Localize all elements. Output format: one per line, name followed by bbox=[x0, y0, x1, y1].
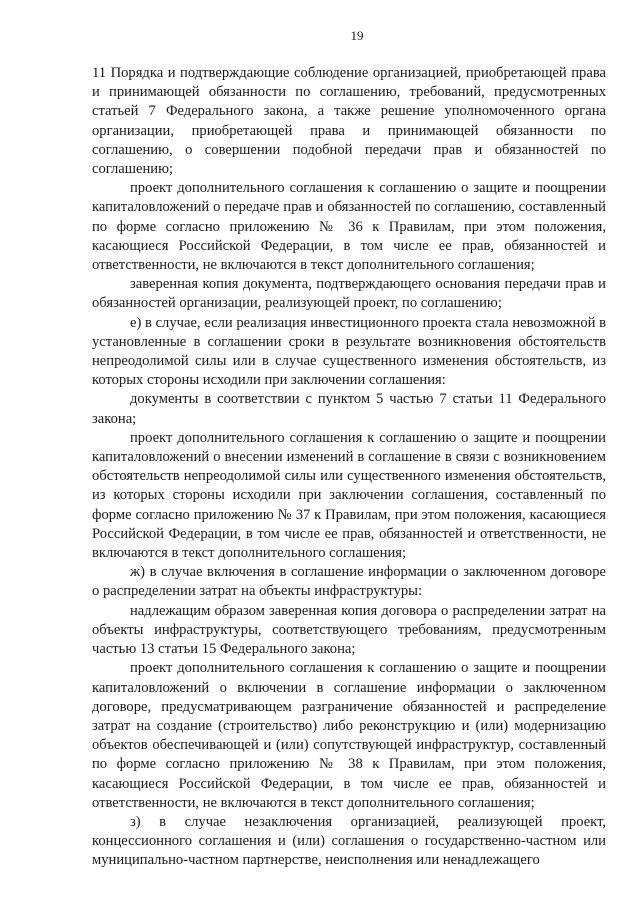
paragraph-4: е) в случае, если реализация инвестиционного проекта стала невозможной в установленные в соглашении сроки в результате возникновения обстоятельств непреодолимой силы или в случае существенного изменения обстоятельств, из которых стороны исходили при заключении соглашения: bbox=[92, 314, 606, 389]
paragraph-2: проект дополнительного соглашения к соглашению о защите и поощрении капиталовложений о передаче прав и обязанностей по соглашению, составленный по форме согласно приложению № 36 к Правилам, при этом положения, касающиеся Российской Федерации, в том числе ее прав, обязанностей и ответственности, не включаются в текст дополнительного соглашения; bbox=[92, 180, 606, 274]
paragraph-3: заверенная копия документа, подтверждающего основания передачи прав и обязанностей организации, реализующей проект, по соглашению; bbox=[92, 276, 606, 312]
page-number: 19 bbox=[350, 28, 364, 43]
paragraph-6: проект дополнительного соглашения к соглашению о защите и поощрении капиталовложений о внесении изменений в соглашение в связи с возникновением обстоятельств непреодолимой силы или существенного изменения обстоятельств, из которых стороны исходили при заключении соглашения, составленный по форме согласно приложению № 37 к Правилам, при этом положения, касающиеся Российской Федерации, в том числе ее прав, обязанностей и ответственности, не включаются в текст дополнительного соглашения; bbox=[92, 429, 606, 562]
paragraph-1: 11 Порядка и подтверждающие соблюдение организацией, приобретающей права и принимающей обязанности по соглашению, требований, предусмотренных статьей 7 Федерального закона, а также решение уполномоченного органа организации, приобретающей права и принимающей обязанности по соглашению, о совершении подобной передачи прав и обязанностей по соглашению; bbox=[92, 65, 606, 178]
document-body bbox=[92, 64, 606, 871]
paragraph-5: документы в соответствии с пунктом 5 частью 7 статьи 11 Федерального закона; bbox=[92, 391, 606, 427]
paragraph-9: проект дополнительного соглашения к соглашению о защите и поощрении капиталовложений о включении в соглашение информации о заключенном договоре, предусматривающем разграничение обязанностей и распределение затрат на создание (строительство) либо реконструкцию и (или) модернизацию объектов обеспечивающей и (или) сопутствующей инфраструктур, составленный по форме согласно приложению № 38 к Правилам, при этом положения, касающиеся Российской Федерации, в том числе ее прав, обязанностей и ответственности, не включаются в текст дополнительного соглашения; bbox=[92, 660, 606, 811]
paragraph-10: з) в случае незаключения организацией, реализующей проект, концессионного соглашения и (или) соглашения о государственно-частном или муниципально-частном партнерстве, неисполнения или ненадлежащего bbox=[92, 813, 606, 869]
paragraph-8: надлежащим образом заверенная копия договора о распределении затрат на объекты инфраструктуры, соответствующего требованиям, предусмотренным частью 13 статьи 15 Федерального закона; bbox=[92, 602, 606, 658]
paragraph-7: ж) в случае включения в соглашение информации о заключенном договоре о распределении затрат на объекты инфраструктуры: bbox=[92, 564, 606, 600]
